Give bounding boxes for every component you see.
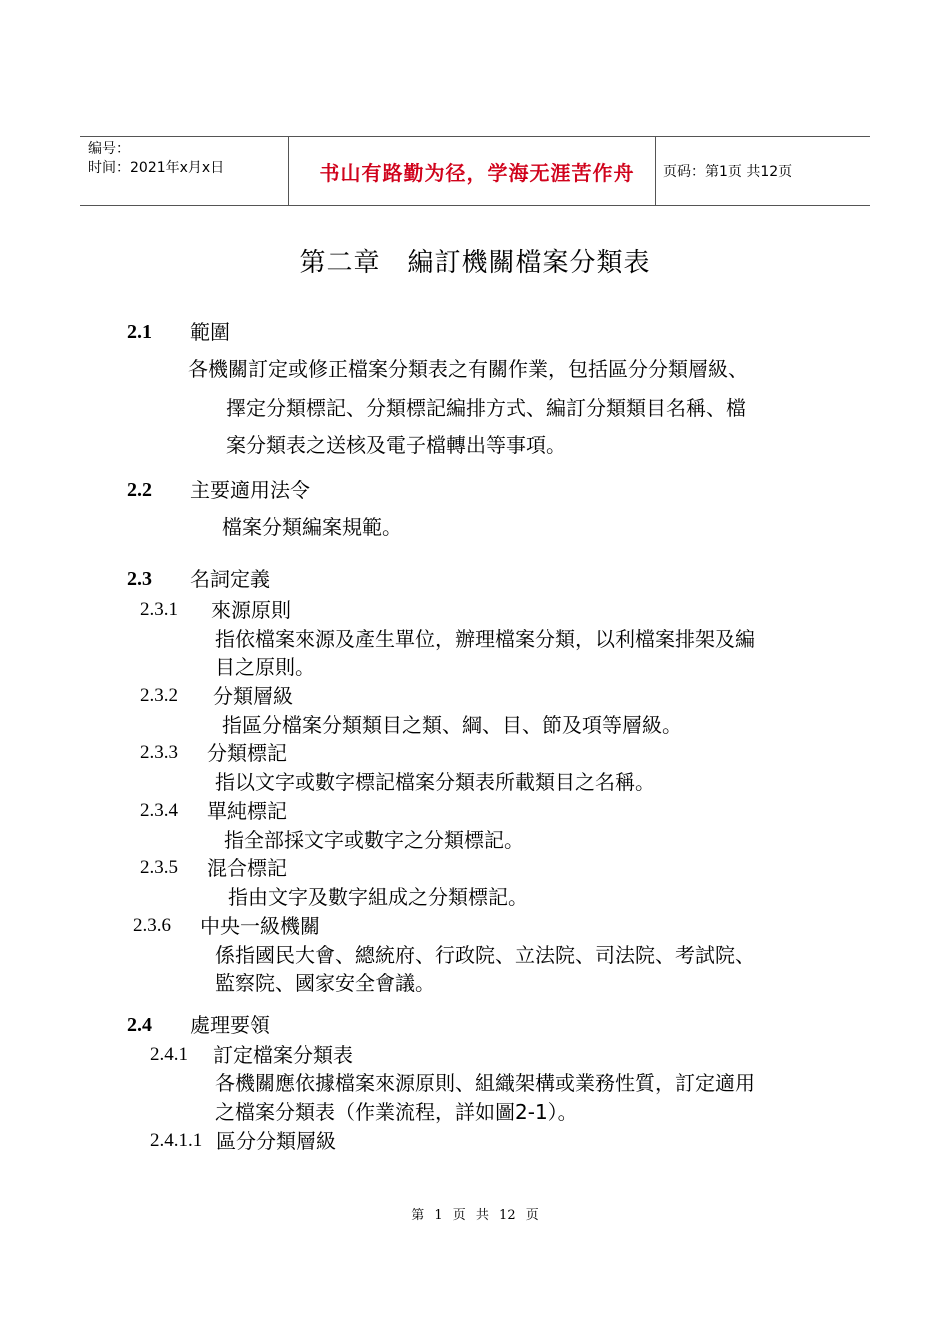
section-title: 主要適用法令	[190, 478, 310, 502]
section-title: 處理要領	[190, 1013, 270, 1037]
number-label: 编号：	[88, 141, 130, 157]
page-footer: 第 1 页 共 12 页	[411, 1208, 539, 1223]
paragraph-line: 指由文字及數字組成之分類標記。	[228, 885, 528, 909]
header-page-code: 页码：第1页 共12页	[663, 164, 793, 180]
header-motto: 书山有路勤为径，学海无涯苦作舟	[319, 161, 635, 185]
header-meta	[88, 140, 288, 178]
section-title: 名詞定義	[190, 567, 270, 591]
page-header	[80, 136, 870, 206]
paragraph-line: 指全部採文字或數字之分類標記。	[224, 828, 524, 852]
section-number: 2.3	[127, 568, 152, 590]
item-title: 單純標記	[207, 799, 287, 823]
header-divider-right	[655, 137, 656, 205]
item-number: 2.3.4	[140, 800, 178, 821]
paragraph-line: 案分類表之送核及電子檔轉出等事項。	[226, 433, 566, 457]
item-title: 分類層級	[213, 684, 293, 708]
header-divider-left	[288, 137, 289, 205]
item-number: 2.3.6	[133, 915, 171, 936]
item-title: 中央一級機關	[200, 914, 320, 938]
section-number: 2.4	[127, 1014, 152, 1036]
paragraph-line: 之檔案分類表（作業流程，詳如圖2-1）。	[215, 1100, 578, 1124]
paragraph-line: 擇定分類標記、分類標記編排方式、編訂分類類目名稱、檔	[226, 396, 746, 420]
paragraph-line: 係指國民大會、總統府、行政院、立法院、司法院、考試院、	[215, 943, 755, 967]
item-number: 2.3.1	[140, 599, 178, 620]
paragraph-line: 指依檔案來源及產生單位，辦理檔案分類，以利檔案排架及編	[215, 627, 755, 651]
paragraph-line: 各機關訂定或修正檔案分類表之有關作業，包括區分分類層級、	[188, 357, 748, 381]
item-title: 訂定檔案分類表	[213, 1043, 353, 1067]
item-number: 2.4.1.1	[150, 1130, 203, 1151]
item-number: 2.3.3	[140, 742, 178, 763]
section-title: 範圍	[190, 320, 230, 344]
item-number: 2.3.2	[140, 685, 178, 706]
time-label: 时间：2021年x月x日	[88, 160, 225, 176]
item-title: 分類標記	[207, 741, 287, 765]
paragraph-line: 各機關應依據檔案來源原則、組織架構或業務性質，訂定適用	[215, 1071, 755, 1095]
paragraph-line: 目之原則。	[215, 655, 315, 679]
paragraph-line: 指區分檔案分類類目之類、綱、目、節及項等層級。	[222, 713, 682, 737]
paragraph-line: 監察院、國家安全會議。	[215, 971, 435, 995]
item-title: 區分分類層級	[216, 1129, 336, 1153]
paragraph-line: 檔案分類編案規範。	[222, 515, 402, 539]
chapter-title: 第二章 編訂機關檔案分類表	[299, 248, 651, 278]
section-number: 2.1	[127, 321, 152, 343]
item-number: 2.4.1	[150, 1044, 188, 1065]
paragraph-line: 指以文字或數字標記檔案分類表所載類目之名稱。	[215, 770, 655, 794]
item-number: 2.3.5	[140, 857, 178, 878]
item-title: 來源原則	[211, 598, 291, 622]
item-title: 混合標記	[207, 856, 287, 880]
section-number: 2.2	[127, 479, 152, 501]
